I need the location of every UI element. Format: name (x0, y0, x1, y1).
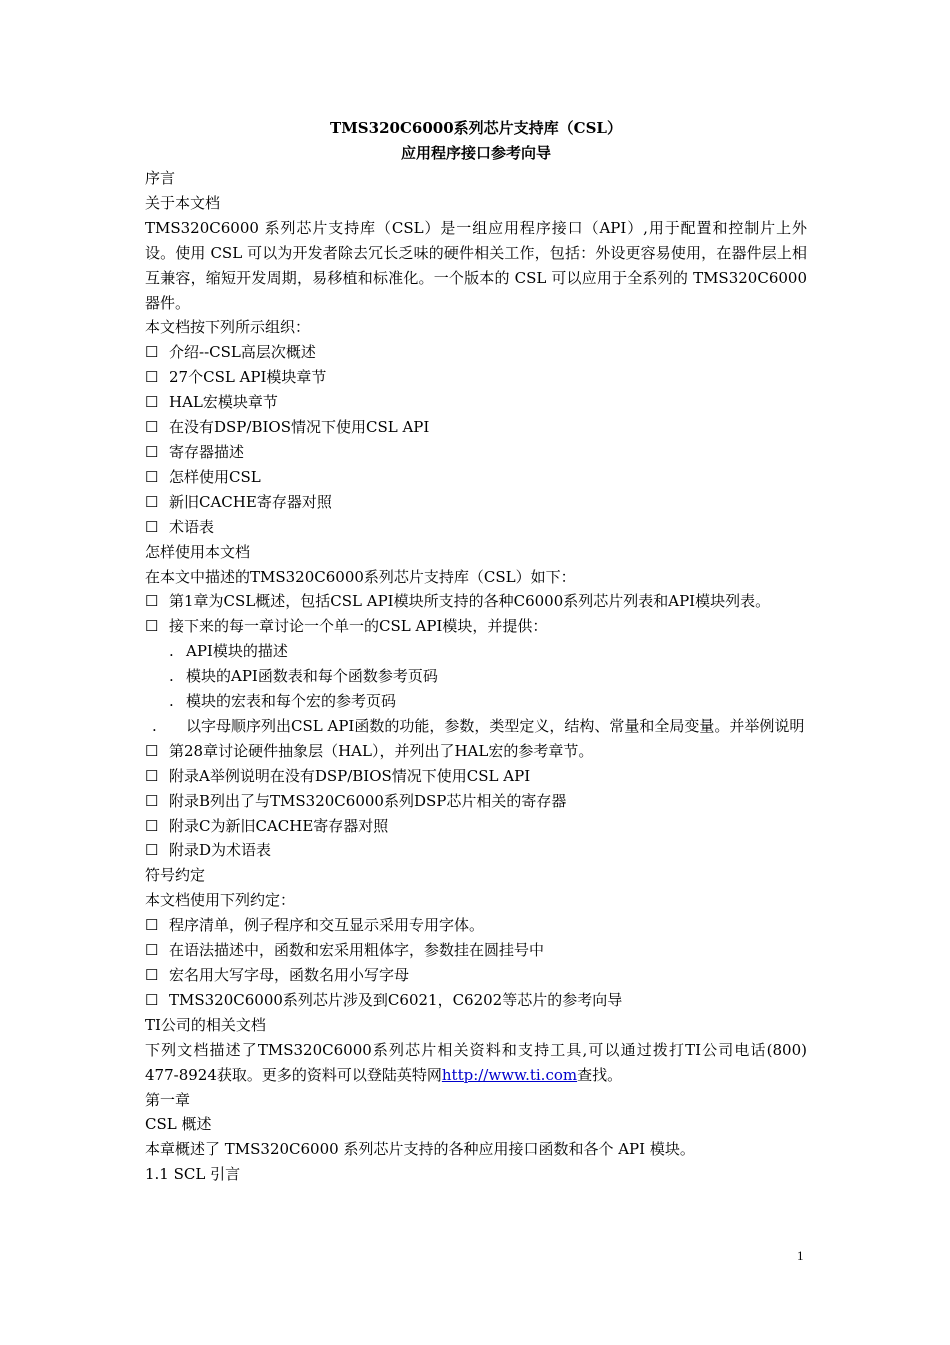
conventions-heading: 符号约定 (145, 866, 206, 885)
checkbox-icon: ☐ (145, 990, 159, 1009)
list-item: ☐ 接下来的每一章讨论一个单一的CSL API模块，并提供： (145, 614, 807, 639)
about-heading: 关于本文档 (145, 193, 221, 212)
list-item: ☐ 附录D为术语表 (145, 838, 807, 863)
list-item: ☐ 介绍--CSL高层次概述 (145, 340, 807, 365)
preface-heading: 序言 (145, 169, 176, 187)
list-item: ☐ 附录C为新旧CACHE寄存器对照 (145, 814, 807, 839)
document-page (145, 0, 807, 1187)
checkbox-icon: ☐ (145, 816, 159, 835)
list-item: ☐ 第28章讨论硬件抽象层（HAL），并列出了HAL宏的参考章节。 (145, 739, 807, 764)
related-heading: TI公司的相关文档 (145, 1015, 266, 1034)
org-intro: 本文档按下列所示组织： (145, 318, 311, 337)
section-heading: 1.1 SCL 引言 (145, 1165, 241, 1184)
ti-website-link[interactable]: http://www.ti.com (441, 1065, 578, 1084)
conventions-intro: 本文档使用下列约定： (145, 891, 296, 910)
document-title-line1: TMS320C6000系列芯片支持库（CSL） (330, 119, 622, 137)
list-item: ☐ 在没有DSP/BIOS情况下使用CSL API (145, 415, 807, 440)
chapter-label: 第一章 (145, 1090, 191, 1109)
list-item: ☐ 怎样使用CSL (145, 465, 807, 490)
org-list (145, 340, 807, 539)
checkbox-icon: ☐ (145, 741, 159, 760)
page-number: 1 (797, 1248, 804, 1263)
checkbox-icon: ☐ (145, 916, 159, 935)
checkbox-icon: ☐ (145, 393, 159, 412)
list-item: ☐ 术语表 (145, 515, 807, 540)
checkbox-icon: ☐ (145, 941, 159, 960)
sub-list-item: . 模块的API函数表和每个函数参考页码 (169, 667, 438, 686)
related-paragraph: 下列文档描述了TMS320C6000系列芯片相关资料和支持工具,可以通过拨打TI公司电话(800) 477-8924获取。更多的资料可以登陆英特网http://www.ti.com查找。 (145, 1040, 807, 1084)
sub-list-item: . API模块的描述 (169, 642, 288, 661)
conventions-list (145, 913, 807, 1013)
howto-heading: 怎样使用本文档 (145, 542, 251, 561)
document-title-line2: 应用程序接口参考向导 (400, 144, 551, 162)
checkbox-icon: ☐ (145, 368, 159, 387)
checkbox-icon: ☐ (145, 766, 159, 785)
howto-list (145, 589, 807, 863)
checkbox-icon: ☐ (145, 592, 159, 611)
list-item: ☐ 附录A举例说明在没有DSP/BIOS情况下使用CSL API (145, 764, 807, 789)
howto-intro: 在本文中描述的TMS320C6000系列芯片支持库（CSL）如下： (145, 567, 576, 586)
list-item: ☐ 第1章为CSL概述，包括CSL API模块所支持的各种C6000系列芯片列表和API模块列表。 (145, 589, 807, 614)
checkbox-icon: ☐ (145, 492, 159, 511)
list-item: ☐ 27个CSL API模块章节 (145, 365, 807, 390)
list-item: ☐ 程序清单，例子程序和交互显示采用专用字体。 (145, 913, 807, 938)
checkbox-icon: ☐ (145, 442, 159, 461)
about-paragraph: TMS320C6000 系列芯片支持库（CSL）是一组应用程序接口（API）,用于配置和控制片上外设。使用 CSL 可以为开发者除去冗长乏味的硬件相关工作，包括：外设更容易使用，在器件层上相互兼容，缩短开发周期，易移植和标准化。一个版本的 CSL 可以应用于全系列的 TMS320C6000 器件。 (145, 218, 807, 312)
checkbox-icon: ☐ (145, 791, 159, 810)
checkbox-icon: ☐ (145, 517, 159, 536)
list-item: ☐ TMS320C6000系列芯片涉及到C6021，C6202等芯片的参考向导 (145, 988, 807, 1013)
list-item: ☐ 宏名用大写字母，函数名用小写字母 (145, 963, 807, 988)
checkbox-icon: ☐ (145, 617, 159, 636)
checkbox-icon: ☐ (145, 418, 159, 437)
checkbox-icon: ☐ (145, 343, 159, 362)
checkbox-icon: ☐ (145, 966, 159, 984)
list-item: ☐ 寄存器描述 (145, 440, 807, 465)
sub-list-item: . 模块的宏表和每个宏的参考页码 (169, 692, 397, 711)
sub-list-item: . 以字母顺序列出CSL API函数的功能，参数，类型定义，结构、常量和全局变量。并举例说明 (152, 716, 805, 735)
list-item: ☐ 新旧CACHE寄存器对照 (145, 490, 807, 515)
checkbox-icon: ☐ (145, 841, 159, 860)
checkbox-icon: ☐ (145, 467, 159, 486)
list-item: ☐ HAL宏模块章节 (145, 390, 807, 415)
list-item: ☐ 附录B列出了与TMS320C6000系列DSP芯片相关的寄存器 (145, 789, 807, 814)
list-item: ☐ 在语法描述中，函数和宏采用粗体字，参数挂在圆挂号中 (145, 938, 807, 963)
chapter-title: CSL 概述 (145, 1115, 212, 1134)
chapter-summary: 本章概述了 TMS320C6000 系列芯片支持的各种应用接口函数和各个 API 模块。 (145, 1140, 695, 1159)
